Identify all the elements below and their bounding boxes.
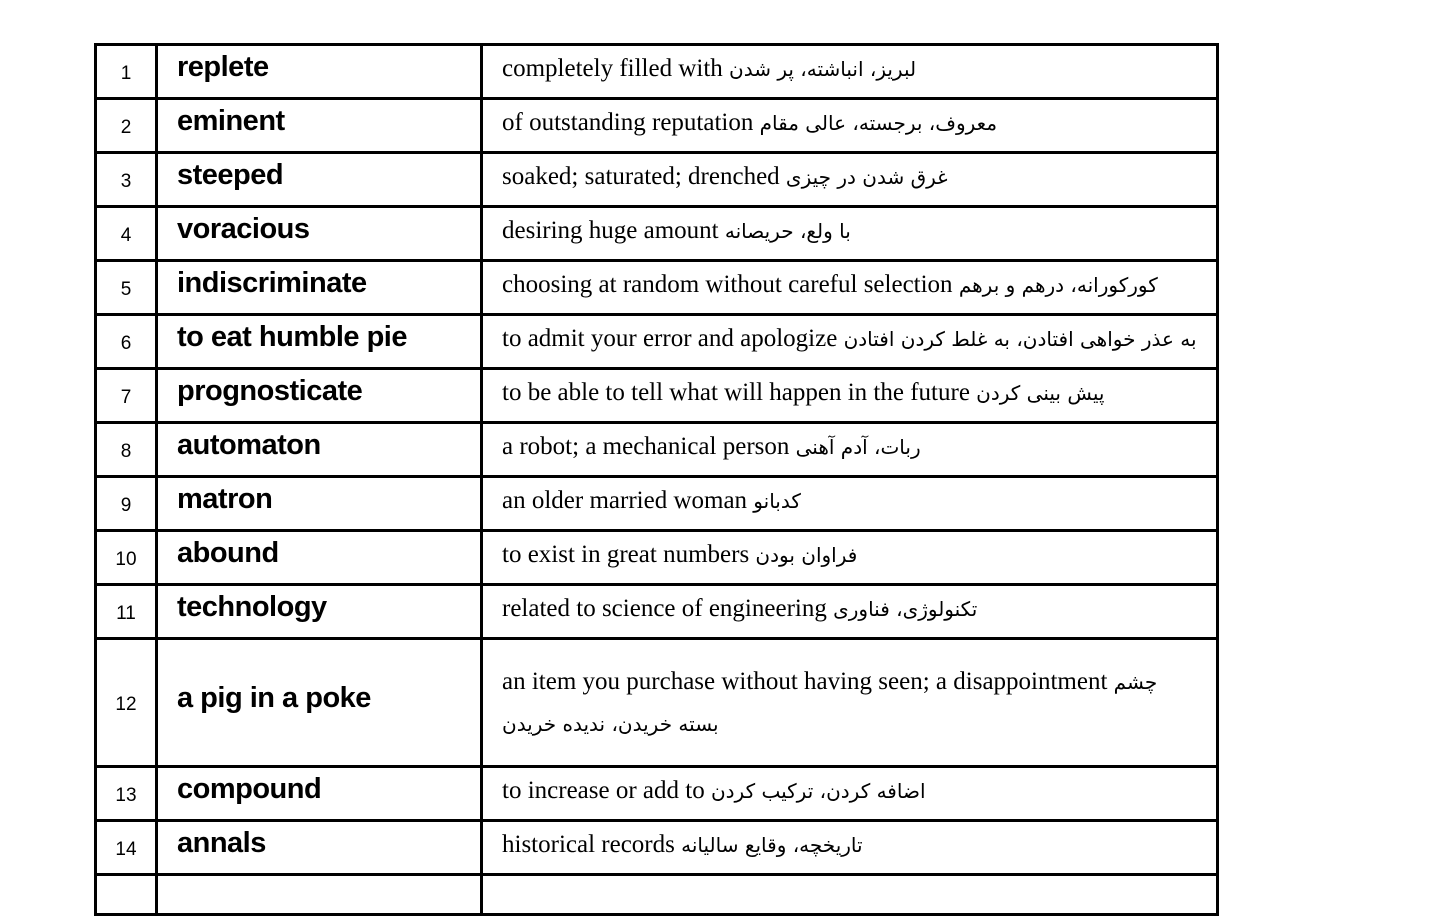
english-definition: related to science of engineering <box>502 594 827 622</box>
table-row <box>96 767 1218 821</box>
row-number: 7 <box>96 369 157 423</box>
persian-translation: تکنولوژی، فناوری <box>833 596 978 621</box>
table-row <box>96 821 1218 875</box>
vocab-word: eminent <box>157 99 482 153</box>
row-number: 3 <box>96 153 157 207</box>
english-definition: to be able to tell what will happen in the future <box>502 378 970 406</box>
vocab-word: voracious <box>157 207 482 261</box>
table-row <box>96 477 1218 531</box>
vocab-word: replete <box>157 45 482 99</box>
table-row <box>96 369 1218 423</box>
row-number: 10 <box>96 531 157 585</box>
definition-cell <box>482 531 1218 585</box>
english-definition: completely filled with <box>502 54 723 82</box>
definition-cell <box>482 477 1218 531</box>
vocabulary-table <box>94 43 1219 916</box>
table-row <box>96 423 1218 477</box>
row-number: 2 <box>96 99 157 153</box>
row-number: 13 <box>96 767 157 821</box>
table-row <box>96 261 1218 315</box>
row-number: 12 <box>96 639 157 767</box>
persian-translation: کورکورانه، درهم و برهم <box>958 272 1158 297</box>
english-definition: a robot; a mechanical person <box>502 432 790 460</box>
vocab-word: automaton <box>157 423 482 477</box>
definition-cell <box>482 315 1218 369</box>
english-definition: an item you purchase without having seen; a disappointment <box>502 667 1108 695</box>
definition-cell <box>482 207 1218 261</box>
vocab-word: compound <box>157 767 482 821</box>
persian-translation: پیش بینی کردن <box>976 380 1105 405</box>
persian-translation: اضافه کردن، ترکیب کردن <box>710 778 926 803</box>
vocab-word: prognosticate <box>157 369 482 423</box>
row-number: 9 <box>96 477 157 531</box>
definition-cell <box>482 423 1218 477</box>
english-definition: desiring huge amount <box>502 216 719 244</box>
definition-cell <box>482 821 1218 875</box>
row-number: 5 <box>96 261 157 315</box>
definition-cell <box>482 875 1218 915</box>
definition-cell <box>482 369 1218 423</box>
persian-translation: لبریز، انباشته، پر شدن <box>729 56 917 81</box>
vocab-word: annals <box>157 821 482 875</box>
persian-translation: فراوان بودن <box>755 542 858 567</box>
vocab-word: steeped <box>157 153 482 207</box>
table-row <box>96 531 1218 585</box>
definition-cell <box>482 639 1218 767</box>
table-row <box>96 585 1218 639</box>
definition-cell <box>482 585 1218 639</box>
table-row <box>96 153 1218 207</box>
table-row <box>96 639 1218 767</box>
table-row <box>96 207 1218 261</box>
english-definition: to admit your error and apologize <box>502 324 838 352</box>
definition-cell <box>482 767 1218 821</box>
table-row <box>96 45 1218 99</box>
persian-translation: کدبانو <box>753 488 801 513</box>
table-row <box>96 315 1218 369</box>
english-definition: choosing at random without careful selection <box>502 270 953 298</box>
english-definition: soaked; saturated; drenched <box>502 162 780 190</box>
row-number: 4 <box>96 207 157 261</box>
row-number: 14 <box>96 821 157 875</box>
vocab-word: indiscriminate <box>157 261 482 315</box>
row-number <box>96 875 157 915</box>
persian-translation: به عذر خواهی افتادن، به غلط کردن افتادن <box>843 326 1197 351</box>
english-definition: an older married woman <box>502 486 748 514</box>
vocab-word: abound <box>157 531 482 585</box>
row-number: 1 <box>96 45 157 99</box>
english-definition: of outstanding reputation <box>502 108 754 136</box>
persian-translation: معروف، برجسته، عالی مقام <box>759 110 998 135</box>
definition-cell <box>482 153 1218 207</box>
english-definition: to exist in great numbers <box>502 540 750 568</box>
english-definition: to increase or add to <box>502 776 705 804</box>
english-definition: historical records <box>502 830 675 858</box>
vocab-word: to eat humble pie <box>157 315 482 369</box>
persian-translation: ربات، آدم آهنی <box>795 434 921 459</box>
table-row <box>96 875 1218 915</box>
row-number: 6 <box>96 315 157 369</box>
vocab-word <box>157 875 482 915</box>
persian-translation: با ولع، حریصانه <box>724 218 851 243</box>
vocab-word: matron <box>157 477 482 531</box>
vocab-word: a pig in a poke <box>157 639 482 767</box>
vocab-word: technology <box>157 585 482 639</box>
table-row <box>96 99 1218 153</box>
persian-translation: چشم بسته خریدن، ندیده خریدن <box>502 669 1158 736</box>
persian-translation: تاریخچه، وقایع سالیانه <box>681 832 863 857</box>
definition-cell <box>482 261 1218 315</box>
persian-translation: غرق شدن در چیزی <box>785 164 948 189</box>
row-number: 8 <box>96 423 157 477</box>
definition-cell <box>482 99 1218 153</box>
row-number: 11 <box>96 585 157 639</box>
definition-cell <box>482 45 1218 99</box>
